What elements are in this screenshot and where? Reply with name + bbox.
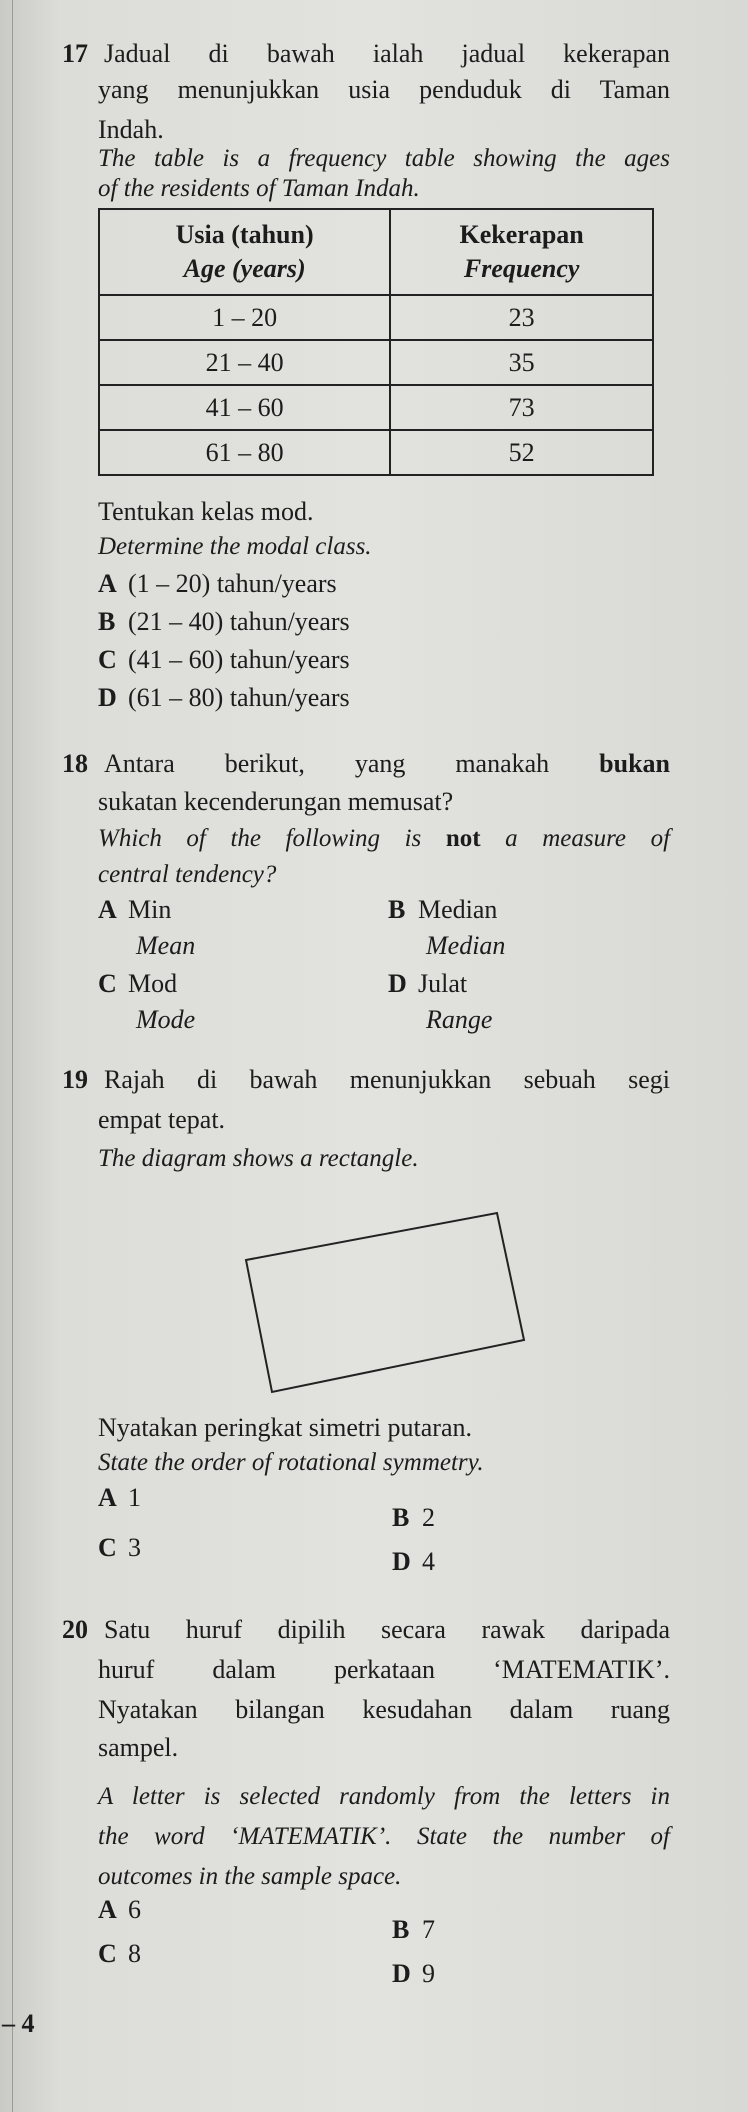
table-row — [99, 340, 653, 385]
table-cell-frequency: 52 — [390, 430, 653, 475]
q19-option-a[interactable] — [98, 1480, 141, 1516]
q18-option-d[interactable] — [388, 966, 492, 1038]
frequency-table — [98, 208, 654, 476]
table-header-frequency-ms: Kekerapan — [459, 220, 584, 249]
table-row — [99, 385, 653, 430]
option-letter: A — [98, 895, 117, 924]
option-letter: A — [98, 1483, 117, 1512]
table-cell-age: 1 – 20 — [99, 295, 390, 340]
q18-number: 18 — [62, 749, 88, 778]
q19-ms-line2: empat tepat. — [98, 1105, 226, 1134]
option-text: 4 — [422, 1547, 435, 1576]
q18-option-a[interactable] — [98, 892, 195, 964]
q19-option-d[interactable] — [392, 1544, 435, 1580]
option-text: Julat — [418, 969, 468, 998]
q17-ask-ms: Tentukan kelas mod. — [98, 497, 314, 526]
option-letter: C — [98, 1939, 117, 1968]
q20-line1 — [62, 1610, 670, 1649]
option-letter: D — [388, 969, 407, 998]
q20-option-b[interactable] — [392, 1912, 435, 1948]
option-text: Min — [128, 895, 172, 924]
q19-ask-ms: Nyatakan peringkat simetri putaran. — [98, 1413, 472, 1442]
q17-en-line2: of the residents of Taman Indah. — [98, 175, 420, 202]
q20-en-line3: outcomes in the sample space. — [98, 1863, 402, 1890]
option-text-en: Mode — [136, 1005, 196, 1034]
q18-en-line1 — [98, 820, 670, 857]
option-text: 9 — [422, 1959, 435, 1988]
q20-ms-line3: Nyatakan bilangan kesudahan dalam ruang — [98, 1695, 670, 1724]
option-letter: D — [392, 1547, 411, 1576]
option-letter: B — [392, 1915, 410, 1944]
option-text: (61 – 80) tahun/years — [128, 683, 350, 712]
table-cell-frequency: 23 — [390, 295, 653, 340]
option-text: 1 — [128, 1483, 141, 1512]
q17-option-d[interactable] — [98, 680, 350, 716]
option-text: 3 — [128, 1533, 141, 1562]
option-letter: D — [392, 1959, 411, 1988]
table-cell-age: 41 – 60 — [99, 385, 390, 430]
option-letter: A — [98, 569, 117, 598]
q17-ms-line1: Jadual di bawah ialah jadual kekerapan — [104, 39, 670, 68]
option-letter: B — [392, 1503, 410, 1532]
option-text: 8 — [128, 1939, 141, 1968]
table-header-age-ms: Usia (tahun) — [175, 220, 314, 249]
q18-ms-line2: sukatan kecenderungan memusat? — [98, 787, 454, 816]
q17-option-a[interactable] — [98, 566, 337, 602]
table-row — [99, 430, 653, 475]
q19-line1 — [62, 1060, 670, 1099]
page-number: – 4 — [2, 2009, 35, 2038]
option-text: 2 — [422, 1503, 435, 1532]
table-cell-age: 21 – 40 — [99, 340, 390, 385]
q20-en-line1: A letter is selected randomly from the letters in — [98, 1783, 670, 1810]
q17-line1 — [62, 34, 670, 73]
q20-ms-line4: sampel. — [98, 1733, 179, 1762]
q19-number: 19 — [62, 1065, 88, 1094]
option-text-en: Median — [426, 931, 506, 960]
option-text: 7 — [422, 1915, 435, 1944]
option-letter: B — [98, 607, 116, 636]
table-header-age-en: Age (years) — [183, 254, 306, 283]
option-letter: C — [98, 969, 117, 998]
q20-option-a[interactable] — [98, 1892, 141, 1928]
option-text-en: Mean — [136, 931, 196, 960]
q18-ms-line1-a: Antara berikut, yang manakah — [104, 749, 550, 778]
table-cell-frequency: 73 — [390, 385, 653, 430]
q18-en-line1-b: not — [445, 825, 481, 852]
option-text: (21 – 40) tahun/years — [128, 607, 350, 636]
table-header-age — [99, 209, 390, 295]
option-letter: B — [388, 895, 406, 924]
option-text: Median — [418, 895, 498, 924]
option-text: 6 — [128, 1895, 141, 1924]
q19-option-c[interactable] — [98, 1530, 141, 1566]
q17-option-b[interactable] — [98, 604, 350, 640]
table-header-row — [99, 209, 653, 295]
option-letter: C — [98, 1533, 117, 1562]
q20-number: 20 — [62, 1615, 88, 1644]
q18-option-c[interactable] — [98, 966, 195, 1038]
q20-ms-line2: huruf dalam perkataan ‘MATEMATIK’. — [98, 1655, 670, 1684]
q20-option-c[interactable] — [98, 1936, 141, 1972]
option-text-en: Range — [426, 1005, 493, 1034]
q17-ms-line2: yang menunjukkan usia penduduk di Taman — [98, 75, 670, 104]
q18-en-line1-c: a measure of — [505, 825, 671, 852]
option-letter: D — [98, 683, 117, 712]
q17-en-line1: The table is a frequency table showing the ages — [98, 145, 670, 172]
option-text: (41 – 60) tahun/years — [128, 645, 350, 674]
q18-option-b[interactable] — [388, 892, 505, 964]
q17-ms-line3: Indah. — [98, 115, 164, 144]
q18-en-line2: central tendency? — [98, 861, 277, 888]
q17-ask-en: Determine the modal class. — [98, 533, 372, 560]
q17-number: 17 — [62, 39, 88, 68]
q19-ms-line1: Rajah di bawah menunjukkan sebuah segi — [104, 1065, 670, 1094]
q20-ms-line1: Satu huruf dipilih secara rawak daripada — [104, 1615, 670, 1644]
page-edge-line — [12, 0, 13, 2112]
q18-line1 — [62, 744, 670, 783]
q18-ms-line1-b: bukan — [599, 749, 670, 778]
table-header-frequency — [390, 209, 653, 295]
q19-ask-en: State the order of rotational symmetry. — [98, 1449, 484, 1476]
rectangle-diagram — [240, 1210, 540, 1410]
table-row — [99, 295, 653, 340]
q20-en-line2: the word ‘MATEMATIK’. State the number of — [98, 1823, 670, 1850]
q17-option-c[interactable] — [98, 642, 350, 678]
q18-en-line1-a: Which of the following is — [98, 825, 422, 852]
option-text: (1 – 20) tahun/years — [128, 569, 337, 598]
q19-en-line1: The diagram shows a rectangle. — [98, 1145, 419, 1172]
q19-option-b[interactable] — [392, 1500, 435, 1536]
q20-option-d[interactable] — [392, 1956, 435, 1992]
option-text: Mod — [128, 969, 178, 998]
option-letter: A — [98, 1895, 117, 1924]
table-cell-age: 61 – 80 — [99, 430, 390, 475]
table-header-frequency-en: Frequency — [463, 254, 580, 283]
option-letter: C — [98, 645, 117, 674]
table-cell-frequency: 35 — [390, 340, 653, 385]
